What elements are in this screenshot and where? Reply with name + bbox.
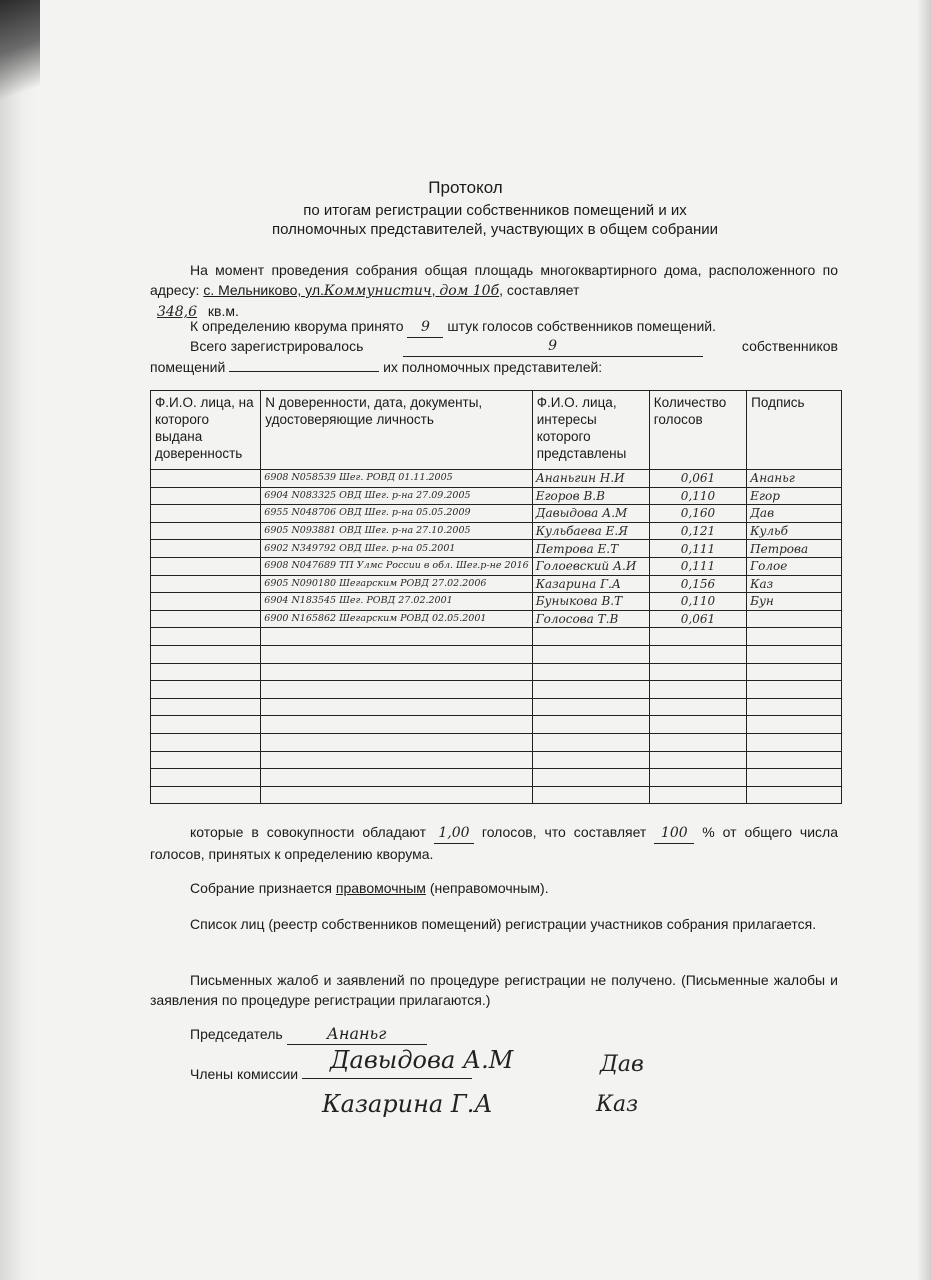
subtitle-line-1: по итогам регистрации собственников помещений и их — [303, 202, 687, 219]
cell-votes: 0,061 — [649, 470, 746, 488]
cell-owner-name — [532, 628, 649, 646]
cell-signature — [747, 628, 842, 646]
cell-owner-name — [532, 716, 649, 734]
member-1-name: Давыдова А.М — [330, 1046, 514, 1074]
cell-votes: 0,121 — [649, 522, 746, 540]
cell-proxy-doc — [261, 628, 532, 646]
cell-proxy-doc: 6955 N048706 ОВД Шег. р-на 05.05.2009 — [261, 505, 532, 523]
cell-proxy-name — [151, 698, 261, 716]
cell-owner-name — [532, 645, 649, 663]
cell-proxy-doc — [261, 751, 532, 769]
table-row — [151, 769, 842, 787]
table-row — [151, 557, 842, 575]
cell-votes — [649, 769, 746, 787]
cell-proxy-name — [151, 628, 261, 646]
cell-votes — [649, 645, 746, 663]
cell-owner-name — [532, 751, 649, 769]
paragraph-quorum — [150, 316, 838, 338]
document-subtitle — [150, 201, 840, 239]
cell-proxy-doc: 6905 N093881 ОВД Шег. р-на 27.10.2005 — [261, 522, 532, 540]
header-signature: Подпись — [747, 391, 842, 470]
registered-text-owners: собственников — [741, 338, 838, 354]
quorum-text-start: К определению кворума принято — [190, 318, 408, 334]
total-text-mid: голосов, что составляет — [473, 824, 655, 840]
cell-signature — [747, 769, 842, 787]
table-row — [151, 487, 842, 505]
decision-text-start: Собрание признается — [190, 880, 336, 896]
cell-proxy-name — [151, 716, 261, 734]
table-row — [151, 716, 842, 734]
cell-signature: Голое — [747, 557, 842, 575]
cell-proxy-name — [151, 645, 261, 663]
cell-votes — [649, 733, 746, 751]
area-unit: кв.м. — [204, 303, 239, 319]
cell-proxy-doc — [261, 663, 532, 681]
table-row — [151, 593, 842, 611]
cell-proxy-doc — [261, 681, 532, 699]
chair-signature: Ананьг — [287, 1024, 427, 1045]
cell-owner-name: Петрова Е.Т — [532, 540, 649, 558]
chair-row — [190, 1024, 427, 1045]
cell-votes: 0,110 — [649, 593, 746, 611]
table-row — [151, 505, 842, 523]
quorum-votes-value: 9 — [407, 317, 443, 338]
area-value: 348,6 — [156, 304, 198, 320]
cell-votes: 0,160 — [649, 505, 746, 523]
paragraph-decision — [150, 878, 838, 898]
cell-proxy-name — [151, 505, 261, 523]
table-header-row — [151, 391, 842, 470]
cell-votes: 0,156 — [649, 575, 746, 593]
decision-text-end: (неправомочным). — [425, 880, 549, 896]
cell-proxy-name — [151, 557, 261, 575]
cell-proxy-doc — [261, 786, 532, 804]
cell-votes — [649, 751, 746, 769]
cell-proxy-name — [151, 663, 261, 681]
cell-proxy-name — [151, 522, 261, 540]
cell-proxy-name — [151, 540, 261, 558]
cell-owner-name: Голосова Т.В — [532, 610, 649, 628]
cell-proxy-doc — [261, 645, 532, 663]
member-2-signature: Каз — [596, 1092, 639, 1117]
scan-folded-corner — [0, 0, 40, 120]
cell-signature: Кульб — [747, 522, 842, 540]
cell-proxy-doc: 6908 N047689 ТП Улмс России в обл. Шег.р-не 2016 — [261, 557, 532, 575]
cell-proxy-name — [151, 575, 261, 593]
cell-owner-name: Кульбаева Е.Я — [532, 522, 649, 540]
decision-value: правомочным — [335, 880, 426, 896]
table-row — [151, 470, 842, 488]
cell-proxy-name — [151, 593, 261, 611]
cell-votes — [649, 786, 746, 804]
table-body — [151, 470, 842, 804]
address-value: с. Мельниково, ул. — [203, 282, 324, 298]
cell-owner-name — [532, 733, 649, 751]
cell-proxy-doc: 6902 N349792 ОВД Шег. р-на 05.2001 — [261, 540, 532, 558]
cell-votes — [649, 663, 746, 681]
cell-votes — [649, 698, 746, 716]
cell-proxy-doc — [261, 716, 532, 734]
cell-signature — [747, 663, 842, 681]
registered-count-value: 9 — [403, 336, 703, 357]
total-votes-value: 1,00 — [434, 823, 474, 844]
header-proxy-doc: N доверенности, дата, документы, удостоверяющие личность — [261, 391, 532, 470]
cell-signature: Ананьг — [747, 470, 842, 488]
cell-proxy-doc — [261, 769, 532, 787]
cell-proxy-name — [151, 786, 261, 804]
cell-owner-name — [532, 769, 649, 787]
cell-owner-name: Буныкова В.Т — [532, 593, 649, 611]
header-proxy-name: Ф.И.О. лица, на которого выдана доверенность — [151, 391, 261, 470]
table-row — [151, 575, 842, 593]
street-value: Коммунистич — [323, 283, 432, 299]
cell-votes: 0,110 — [649, 487, 746, 505]
cell-proxy-doc — [261, 698, 532, 716]
cell-signature — [747, 716, 842, 734]
table-row — [151, 698, 842, 716]
registered-text-start: Всего зарегистрировалось — [190, 338, 364, 354]
cell-signature — [747, 751, 842, 769]
registered-text-premises: помещений — [150, 359, 226, 375]
table-row — [151, 733, 842, 751]
total-percent-value: 100 — [654, 823, 694, 844]
cell-signature — [747, 610, 842, 628]
table-row — [151, 786, 842, 804]
paragraph-total — [150, 822, 838, 864]
house-value: дом 10б — [439, 283, 500, 299]
cell-proxy-doc: 6904 N183545 Шег. РОВД 27.02.2001 — [261, 593, 532, 611]
total-text-end: % от общего числа голосов, принятых к определению кворума. — [150, 824, 838, 862]
cell-proxy-doc: 6905 N090180 Шегарским РОВД 27.02.2006 — [261, 575, 532, 593]
cell-owner-name: Давыдова А.М — [532, 505, 649, 523]
chair-label: Председатель — [190, 1026, 283, 1042]
cell-owner-name — [532, 786, 649, 804]
table-row — [151, 628, 842, 646]
paragraph-registered — [150, 336, 838, 377]
members-label: Члены комиссии — [190, 1066, 299, 1082]
cell-votes: 0,111 — [649, 557, 746, 575]
registered-text-end: их полномочных представителей: — [379, 359, 603, 375]
subtitle-line-2: полномочных представителей, участвующих в общем собрании — [271, 221, 719, 238]
cell-votes: 0,111 — [649, 540, 746, 558]
cell-votes: 0,061 — [649, 610, 746, 628]
cell-proxy-doc: 6908 N058539 Шег. РОВД 01.11.2005 — [261, 470, 532, 488]
cell-signature: Петрова — [747, 540, 842, 558]
cell-signature: Егор — [747, 487, 842, 505]
cell-proxy-name — [151, 487, 261, 505]
member-2-name: Казарина Г.А — [322, 1090, 493, 1118]
cell-proxy-name — [151, 733, 261, 751]
header-owner-name: Ф.И.О. лица, интересы которого представлены — [532, 391, 649, 470]
cell-proxy-doc — [261, 733, 532, 751]
cell-owner-name — [532, 663, 649, 681]
cell-signature: Каз — [747, 575, 842, 593]
table-row — [151, 540, 842, 558]
cell-proxy-name — [151, 751, 261, 769]
cell-owner-name: Казарина Г.А — [532, 575, 649, 593]
registration-table — [150, 390, 842, 804]
cell-owner-name: Ананьгин Н.И — [532, 470, 649, 488]
cell-signature — [747, 698, 842, 716]
cell-proxy-doc: 6904 N083325 ОВД Шег. р-на 27.09.2005 — [261, 487, 532, 505]
total-text-start: которые в совокупности обладают — [190, 824, 434, 840]
paragraph-complaints: Письменных жалоб и заявлений по процедуре регистрации не получено. (Письменные жалобы и заявления по процедуре регистрации прилагаются.) — [150, 972, 838, 1008]
cell-proxy-name — [151, 681, 261, 699]
cell-signature: Дав — [747, 505, 842, 523]
cell-proxy-name — [151, 769, 261, 787]
cell-owner-name: Егоров В.В — [532, 487, 649, 505]
table-row — [151, 663, 842, 681]
area-text-mid: , составляет — [499, 282, 580, 298]
cell-signature — [747, 733, 842, 751]
cell-votes — [649, 628, 746, 646]
paragraph-area: На момент проведения собрания общая площадь многоквартирного дома, расположенного по адресу: с. Мельниково, ул.Коммунистич, дом 10б, составляет 348,6 кв.м. — [150, 262, 838, 320]
header-votes: Количество голосов — [649, 391, 746, 470]
cell-signature — [747, 786, 842, 804]
table-row — [151, 522, 842, 540]
cell-signature: Бун — [747, 593, 842, 611]
table-row — [151, 751, 842, 769]
cell-votes — [649, 681, 746, 699]
cell-proxy-doc: 6900 N165862 Шегарским РОВД 02.05.2001 — [261, 610, 532, 628]
table-row — [151, 681, 842, 699]
area-text-start: На момент проведения собрания общая площадь многоквартирного дома, расположенного по адресу: — [150, 262, 838, 298]
table-row — [151, 610, 842, 628]
cell-owner-name — [532, 698, 649, 716]
quorum-text-end: штук голосов собственников помещений. — [443, 318, 716, 334]
cell-proxy-name — [151, 610, 261, 628]
cell-owner-name: Голоевский А.И — [532, 557, 649, 575]
cell-owner-name — [532, 681, 649, 699]
member-1-signature: Дав — [600, 1052, 644, 1077]
document-title: Протокол — [428, 178, 503, 197]
cell-proxy-name — [151, 470, 261, 488]
paragraph-register-list: Список лиц (реестр собственников помещений) регистрации участников собрания прилагается. — [190, 916, 817, 932]
table-row — [151, 645, 842, 663]
cell-votes — [649, 716, 746, 734]
cell-signature — [747, 681, 842, 699]
cell-signature — [747, 645, 842, 663]
